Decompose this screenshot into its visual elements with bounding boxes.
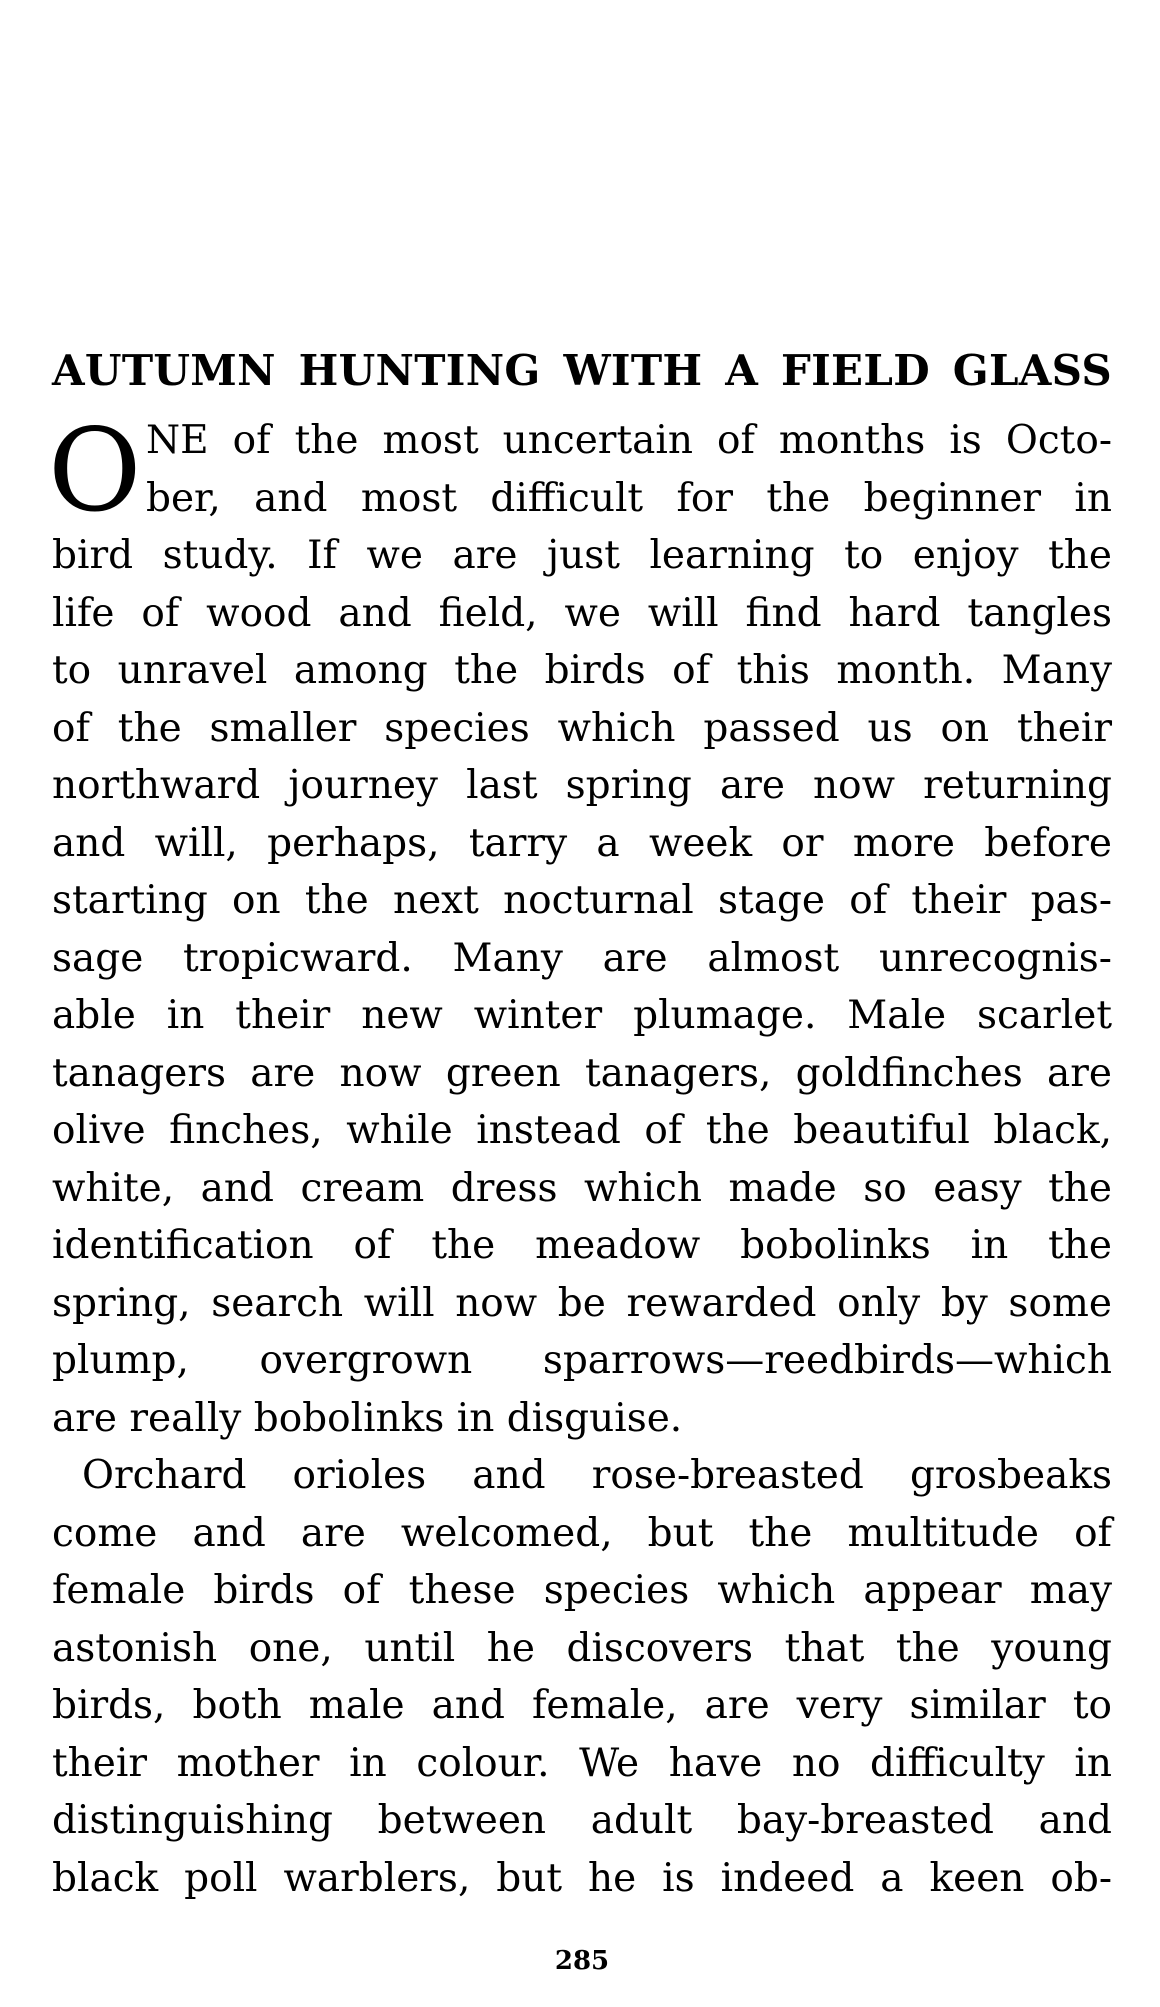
paragraph-1 bbox=[52, 412, 1112, 1447]
text-line: sage tropicward. Many are almost unrecognis- bbox=[52, 935, 1112, 981]
text-line: plump, overgrown sparrows—reedbirds—which bbox=[52, 1338, 1112, 1383]
text-line: and will, perhaps, tarry a week or more before bbox=[52, 820, 1112, 866]
text-line: come and are welcomed, but the multitude of bbox=[52, 1510, 1112, 1556]
text-line: astonish one, until he discovers that the young bbox=[52, 1625, 1112, 1671]
page-number: 285 bbox=[554, 1946, 610, 1976]
text-line: able in their new winter plumage. Male scarlet bbox=[52, 993, 1112, 1038]
text-line: northward journey last spring are now returning bbox=[52, 763, 1112, 808]
text-line: black poll warblers, but he is indeed a keen ob- bbox=[52, 1855, 1112, 1901]
text-line: their mother in colour. We have no difficulty in bbox=[52, 1740, 1112, 1786]
drop-cap: O bbox=[48, 404, 142, 537]
text-line: olive finches, while instead of the beautiful black, bbox=[52, 1108, 1112, 1153]
text-line: bird study. If we are just learning to enjoy the bbox=[52, 533, 1112, 578]
text-line: distinguishing between adult bay-breasted and bbox=[52, 1798, 1112, 1843]
text-line: female birds of these species which appear may bbox=[52, 1568, 1112, 1613]
text-line: NE of the most uncertain of months is Octo- bbox=[146, 418, 1112, 463]
text-line: tanagers are now green tanagers, goldfinches are bbox=[52, 1050, 1112, 1096]
text-line: birds, both male and female, are very similar to bbox=[52, 1683, 1112, 1728]
chapter-title: AUTUMN HUNTING WITH A FIELD GLASS bbox=[52, 346, 1112, 396]
text-line: of the smaller species which passed us on their bbox=[52, 705, 1112, 751]
text-line: white, and cream dress which made so easy the bbox=[52, 1165, 1112, 1211]
text-line: identification of the meadow bobolinks in the bbox=[52, 1223, 1112, 1268]
book-page bbox=[48, 0, 1112, 2007]
body-text bbox=[48, 404, 1112, 1907]
text-line: life of wood and field, we will find hard tangles bbox=[52, 590, 1112, 636]
text-line: are really bobolinks in disguise. bbox=[52, 1395, 683, 1441]
text-line: starting on the next nocturnal stage of their pas- bbox=[52, 878, 1112, 923]
text-line: Orchard orioles and rose-breasted grosbeaks bbox=[82, 1453, 1112, 1498]
text-line: to unravel among the birds of this month. Many bbox=[52, 648, 1112, 693]
paragraph-2 bbox=[52, 1447, 1112, 1907]
text-line: spring, search will now be rewarded only by some bbox=[52, 1280, 1112, 1326]
text-line: ber, and most difficult for the beginner in bbox=[146, 475, 1112, 521]
